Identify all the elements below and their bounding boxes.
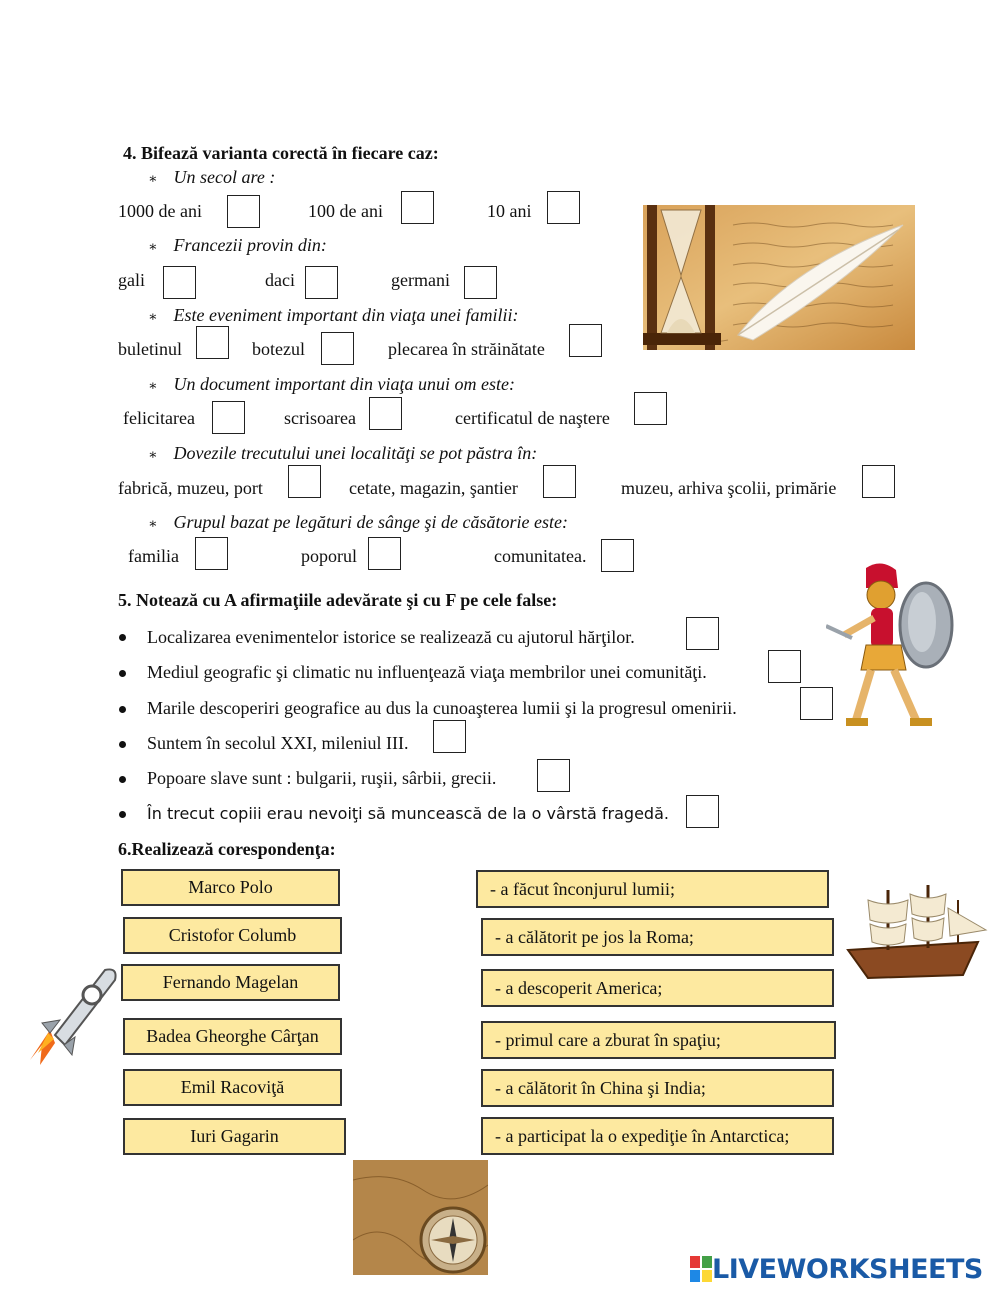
- fact-card[interactable]: - a călătorit în China şi India;: [481, 1069, 834, 1107]
- question-5: ∗ Dovezile trecutului unei localităţi se pot păstra în:: [148, 443, 538, 463]
- question-1: ∗ Un secol are :: [148, 167, 276, 187]
- star-bullet: ∗: [148, 172, 158, 187]
- statement-text: Suntem în secolul XXI, mileniul III.: [147, 733, 409, 753]
- bullet: [119, 776, 126, 783]
- option-text: fabrică, muzeu, port: [118, 478, 263, 498]
- person-card[interactable]: Fernando Magelan: [121, 964, 340, 1001]
- person-card[interactable]: Marco Polo: [121, 869, 340, 906]
- person-card[interactable]: Cristofor Columb: [123, 917, 342, 954]
- star-bullet: ∗: [148, 517, 158, 532]
- checkbox[interactable]: [569, 324, 602, 357]
- answer-box[interactable]: [686, 795, 719, 828]
- option-text: gali: [118, 270, 145, 290]
- option-text: 100 de ani: [308, 201, 383, 221]
- section6-title: 6.Realizează corespondenţa:: [118, 839, 336, 859]
- checkbox[interactable]: [305, 266, 338, 299]
- checkbox[interactable]: [196, 326, 229, 359]
- option-text: 10 ani: [487, 201, 532, 221]
- checkbox[interactable]: [634, 392, 667, 425]
- checkbox[interactable]: [368, 537, 401, 570]
- section5-title: 5. Notează cu A afirmaţiile adevărate şi cu F pe cele false:: [118, 590, 558, 610]
- checkbox[interactable]: [212, 401, 245, 434]
- option-text: 1000 de ani: [118, 201, 202, 221]
- checkbox[interactable]: [464, 266, 497, 299]
- statement-text: Localizarea evenimentelor istorice se realizează cu ajutorul hărţilor.: [147, 627, 635, 647]
- answer-box[interactable]: [768, 650, 801, 683]
- bullet: [119, 634, 126, 641]
- option-text: plecarea în străinătate: [388, 339, 545, 359]
- person-card[interactable]: Badea Gheorghe Cârţan: [123, 1018, 342, 1055]
- option-text: cetate, magazin, şantier: [349, 478, 518, 498]
- star-bullet: ∗: [148, 448, 158, 463]
- option-text: germani: [391, 270, 450, 290]
- option-text: daci: [265, 270, 295, 290]
- liveworksheets-logo: [690, 1252, 983, 1286]
- statement-text: Popoare slave sunt : bulgarii, ruşii, sârbii, grecii.: [147, 768, 497, 788]
- fact-card[interactable]: - a făcut înconjurul lumii;: [476, 870, 829, 908]
- checkbox[interactable]: [543, 465, 576, 498]
- checkbox[interactable]: [401, 191, 434, 224]
- question-2: ∗ Francezii provin din:: [148, 235, 327, 255]
- option-text: felicitarea: [123, 408, 195, 428]
- option-text: botezul: [252, 339, 305, 359]
- option-text: familia: [128, 546, 179, 566]
- bullet: [119, 706, 126, 713]
- statement-text: În trecut copiii erau nevoiţi să muncească de la o vârstă fragedă.: [147, 804, 669, 823]
- answer-box[interactable]: [537, 759, 570, 792]
- answer-box[interactable]: [433, 720, 466, 753]
- liveworksheets-logo-icon: [690, 1256, 712, 1282]
- checkbox[interactable]: [227, 195, 260, 228]
- fact-card[interactable]: - a descoperit America;: [481, 969, 834, 1007]
- checkbox[interactable]: [163, 266, 196, 299]
- bullet: [119, 811, 126, 818]
- checkbox[interactable]: [601, 539, 634, 572]
- liveworksheets-logo-text: LIVEWORKSHEETS: [712, 1253, 983, 1285]
- sailing-ship-image: [838, 880, 990, 988]
- bullet: [119, 670, 126, 677]
- checkbox[interactable]: [369, 397, 402, 430]
- option-text: buletinul: [118, 339, 182, 359]
- statement-text: Marile descoperiri geografice au dus la cunoaşterea lumii şi la progresul omenirii.: [147, 698, 737, 718]
- answer-box[interactable]: [686, 617, 719, 650]
- question-6: ∗ Grupul bazat pe legături de sânge şi de căsătorie este:: [148, 512, 568, 532]
- section4-title: 4. Bifează varianta corectă în fiecare caz:: [123, 143, 439, 163]
- person-card[interactable]: Iuri Gagarin: [123, 1118, 346, 1155]
- option-text: muzeu, arhiva şcolii, primărie: [621, 478, 837, 498]
- checkbox[interactable]: [547, 191, 580, 224]
- star-bullet: ∗: [148, 240, 158, 255]
- option-text: certificatul de naştere: [455, 408, 610, 428]
- question-3: ∗ Este eveniment important din viaţa unei familii:: [148, 305, 519, 325]
- compass-map-image: [353, 1160, 488, 1275]
- bullet: [119, 741, 126, 748]
- hourglass-feather-image: [643, 205, 915, 350]
- fact-card[interactable]: - a călătorit pe jos la Roma;: [481, 918, 834, 956]
- rocket-image: [20, 965, 120, 1070]
- star-bullet: ∗: [148, 379, 158, 394]
- option-text: comunitatea.: [494, 546, 587, 566]
- option-text: scrisoarea: [284, 408, 356, 428]
- fact-card[interactable]: - a participat la o expediţie în Antarctica;: [481, 1117, 834, 1155]
- checkbox[interactable]: [321, 332, 354, 365]
- question-4: ∗ Un document important din viaţa unui om este:: [148, 374, 515, 394]
- star-bullet: ∗: [148, 310, 158, 325]
- checkbox[interactable]: [288, 465, 321, 498]
- checkbox[interactable]: [862, 465, 895, 498]
- person-card[interactable]: Emil Racoviţă: [123, 1069, 342, 1106]
- roman-soldier-image: [826, 560, 982, 735]
- fact-card[interactable]: - primul care a zburat în spaţiu;: [481, 1021, 836, 1059]
- option-text: poporul: [301, 546, 357, 566]
- checkbox[interactable]: [195, 537, 228, 570]
- statement-text: Mediul geografic şi climatic nu influenţează viaţa membrilor unei comunităţi.: [147, 662, 707, 682]
